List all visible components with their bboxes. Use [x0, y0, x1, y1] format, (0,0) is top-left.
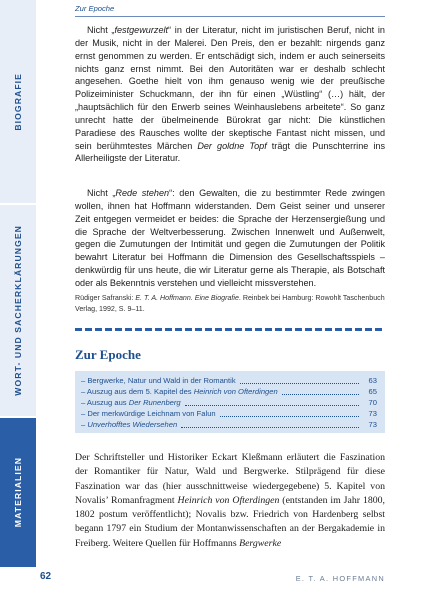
tab-wort-und-sacherklaerungen[interactable]: [0, 205, 36, 416]
italic-run: Der goldne Topf: [197, 140, 267, 151]
text-run: “ in der Literatur, nicht im juristischen Beruf, nicht in der Musik, nicht in der Malerei. Den Preis, den er bezahlt: nirgends ganz ernst genommen zu werden. Er entschädigt sich, indem er auch seinerseits nichts ganz ernst nimmt. Bei den Autoritäten war er deshalb schlecht angesehen. Goethe hielt von ihm genauso wenig wie der preußische Polizeiminister Schuckmann, der ihn für einen „Wüstling“ (…) hält, der „hauptsächlich für den Erwerb seines Weinhauslebens arbeitete“. So ganz unrecht hatte der übelmeinende Bürokrat gar nicht: Die künstlichen Paradiese des Rausches wollte der skeptische Fantast nicht missen, und sein berühmtestes Märchen: [75, 25, 385, 151]
toc-item-title: [81, 420, 177, 429]
toc-item[interactable]: [81, 386, 377, 396]
toc-item-title: – Bergwerke, Natur und Wald in der Romantik: [81, 375, 236, 385]
quote-paragraph-1: [75, 24, 385, 165]
italic-run: Heinrich von Ofterdingen: [177, 494, 280, 506]
footer-author: E. T. A. HOFFMANN: [295, 574, 385, 583]
running-head: Zur Epoche: [75, 4, 115, 13]
tab-wort-label: WORT- UND SACHERKLÄRUNGEN: [13, 225, 23, 396]
italic-run: Rede stehen: [115, 188, 170, 198]
italic-run: E. T. A. Hoffmann. Eine Biografie: [135, 294, 239, 302]
toc-item-page: 73: [368, 408, 377, 418]
toc-item-title: [81, 387, 278, 396]
toc-item[interactable]: [81, 419, 377, 429]
italic-run: Bergwerke: [239, 537, 282, 549]
text-run: –: [81, 419, 88, 429]
toc-item-title: – Der merkwürdige Leichnam von Falun: [81, 408, 216, 418]
page-number: 62: [40, 571, 52, 582]
toc-leader: [181, 421, 359, 428]
text-run: . Reinbek bei Hamburg: Rowohlt Taschenbuch Verlag, 1992, S. 9–11.: [75, 294, 385, 313]
toc-leader: [220, 410, 359, 417]
text-run: (entstanden im Jahr 1800, 1802 postum veröffentlicht); Novalis bzw. Friedrich von Hardenberg selbst begann 1797 ein Studium der Montanwissenschaften an der Bergakademie in Freiberg. Weitere Quellen für Hoffmanns: [75, 494, 385, 549]
text-run: – Auszug aus dem 5. Kapitel des: [81, 386, 194, 396]
toc-item-page: 70: [368, 397, 377, 407]
section-title: Zur Epoche: [75, 347, 141, 362]
toc-item-page: 73: [368, 419, 377, 429]
tab-biografie-label: BIOGRAFIE: [13, 72, 23, 131]
header-rule: [75, 16, 385, 17]
toc-item[interactable]: [81, 397, 377, 407]
intro-paragraph: [75, 451, 385, 551]
toc-leader: [240, 377, 359, 384]
toc-box: [75, 371, 385, 433]
tab-biografie[interactable]: [0, 0, 36, 203]
quote-source: [75, 293, 385, 314]
text-run: Nicht „: [87, 25, 115, 35]
italic-run: Der Runenberg: [128, 397, 181, 407]
text-run: “: den Gewalten, die zu bestimmter Rede zwingen wollen, ihnen hat Hoffmann widerstanden. Dem Geist seiner und unserer Zeit entgegen vermeidet er beides: die Sprache der Herzensergießung und die Sprache der Weltverbesserung. Zwischen Innenwelt und Außenwelt, gegen die Zumutungen der Intimität und gegen die Zumutungen der Politik bewahrt Literatur bei Hoffmann die Dimension des Gesellschaftsspiels – denkwürdig für uns heute, die wir Literatur gerne als Therapie, als Botschaft oder als Bekenntnis verstehen und vielleicht missverstehen.: [75, 188, 385, 288]
tab-materialien-label: MATERIALIEN: [13, 457, 23, 528]
text-run: – Auszug aus: [81, 397, 129, 407]
toc-item[interactable]: [81, 375, 377, 385]
text-run: Der Schriftsteller und Historiker Eckart Kleßmann erläutert die Faszination der Romantiker für Natur, Wald und Bergwerke. Stilprägend für diese Faszination war das (hier ausschnittweise wiedergegebene) 5. Kapitel von Novalis’ Romanfragment: [75, 452, 385, 506]
toc-leader: [282, 388, 359, 395]
text-run: Nicht „: [87, 188, 116, 198]
dashed-divider: [75, 328, 385, 331]
tab-materialien[interactable]: [0, 418, 36, 567]
toc-item-title: [81, 398, 181, 407]
quote-paragraph-2: [75, 187, 385, 290]
italic-run: Unverhofftes Wiedersehen: [87, 419, 178, 429]
toc-item-page: 63: [368, 375, 377, 385]
italic-run: festgewurzelt: [114, 25, 169, 35]
toc-item-page: 65: [368, 386, 377, 396]
chapter-sidebar: [0, 0, 36, 567]
text-run: trägt die Punschterrine ins Allerheiligste der Literatur.: [75, 140, 385, 164]
toc-leader: [185, 399, 359, 406]
toc-item[interactable]: [81, 408, 377, 418]
italic-run: Heinrich von Ofterdingen: [193, 386, 278, 396]
text-run: Rüdiger Safranski:: [75, 294, 136, 302]
